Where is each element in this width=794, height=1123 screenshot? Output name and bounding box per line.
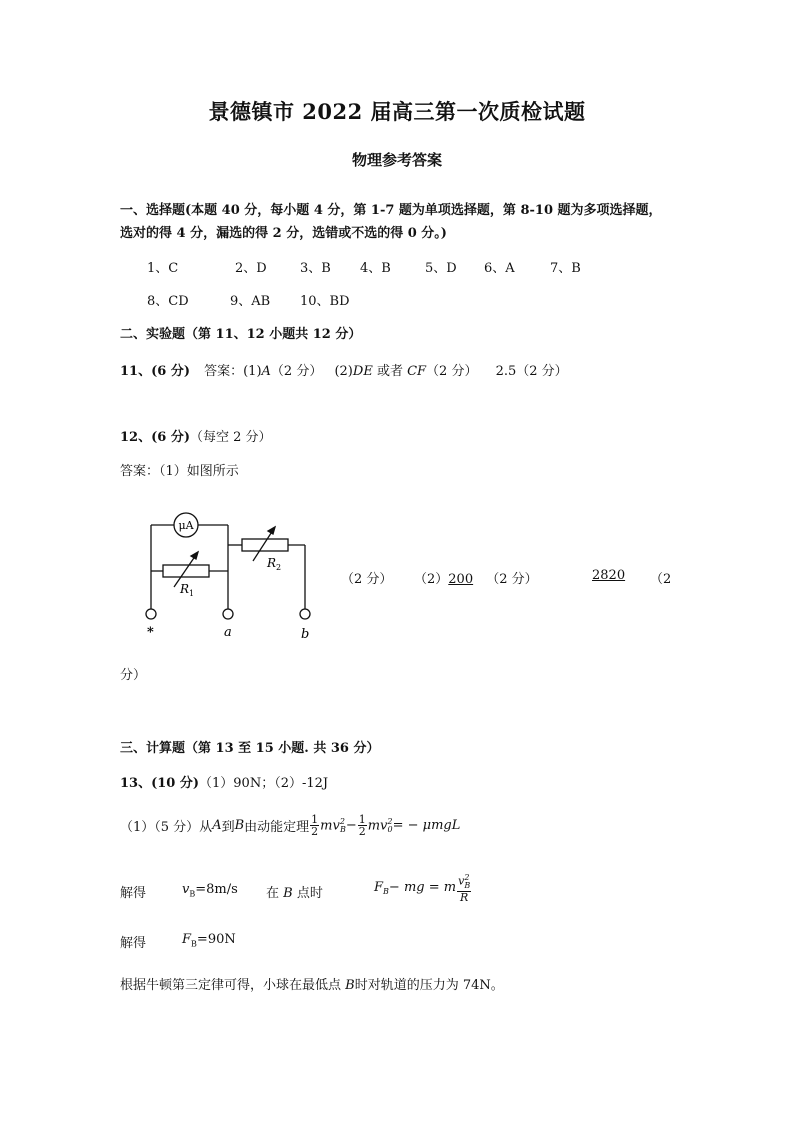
newton-third-law <box>120 974 504 993</box>
sub-b: B <box>339 825 346 835</box>
point-b: B <box>283 886 293 901</box>
to-text: 到 <box>221 820 235 835</box>
section1-heading-line2: 选对的得 4 分，漏选的得 2 分，选错或不选的得 0 分。) <box>120 226 447 241</box>
frac-denominator: 2 <box>358 825 366 838</box>
square: 2 <box>339 816 345 826</box>
resistor-r2-icon <box>242 539 288 551</box>
square: 2 <box>387 816 393 826</box>
answer-item: 7、B <box>550 261 581 276</box>
eq-newton2 <box>374 872 472 903</box>
sub-b: B <box>383 886 389 896</box>
sub-b: B <box>191 939 197 949</box>
answer-item: 9、AB <box>230 294 271 309</box>
frac-numerator <box>457 872 471 892</box>
q12-score-1: （2 分） <box>341 572 393 587</box>
v-symbol: v <box>182 882 190 897</box>
v-symbol: v <box>458 874 465 888</box>
term-mv0 <box>368 817 393 835</box>
q12-part2 <box>414 568 538 587</box>
newton-prefix: 根据牛顿第三定律可得，小球在最低点 <box>120 978 346 993</box>
ammeter-label: μA <box>178 519 194 532</box>
mv-text: mv <box>367 817 388 833</box>
q13-label: 13、(10 分) <box>120 776 200 791</box>
answer-item: 8、CD <box>147 294 189 309</box>
answer-item: 1、C <box>147 261 179 276</box>
mv-text: mv <box>320 817 340 833</box>
terminal-a-label: a <box>224 625 232 640</box>
eq2-middle: − mg = m <box>388 879 457 895</box>
at-b-suffix: 点时 <box>292 886 323 901</box>
f-symbol: F <box>182 932 192 947</box>
q12-score-3b: 分） <box>120 668 147 683</box>
r2-label: R <box>267 556 277 570</box>
terminal-star-icon <box>146 609 156 619</box>
q11-or: 或者 <box>372 364 408 379</box>
fraction-half <box>310 814 319 837</box>
q11-score-2: （2 分） <box>426 364 478 379</box>
frac-denominator: R <box>460 890 469 904</box>
fraction-v2-over-r <box>457 872 471 903</box>
q11-answer-2b: CF <box>407 364 427 379</box>
q12-score-3a: （2 <box>650 572 672 587</box>
q13-summary: （1）90N；（2）-12J <box>199 776 329 791</box>
answer-item: 10、BD <box>300 294 350 309</box>
resistor-r1-icon <box>163 565 209 577</box>
terminal-star-label: * <box>147 625 154 640</box>
q11-label: 11、(6 分) <box>120 364 190 379</box>
fb-result <box>182 932 236 949</box>
section1-heading-line1: 一、选择题(本题 40 分，每小题 4 分，第 1-7 题为单项选择题，第 8-10 题为多项选择题， <box>120 203 662 218</box>
eq-rhs: = − μmgL <box>392 818 461 833</box>
q11-answer-1: A <box>261 364 271 379</box>
q11-answer-3: 2.5（2 分） <box>495 364 568 379</box>
answer-item: 3、B <box>300 261 331 276</box>
frac-numerator: 1 <box>311 813 319 826</box>
frac-numerator: 1 <box>358 813 366 826</box>
q12-answer-2: 200 <box>448 572 474 587</box>
square: 2 <box>464 873 470 882</box>
r2-subscript: 2 <box>276 563 282 572</box>
sub-b: B <box>464 880 471 890</box>
q13-line <box>120 772 328 791</box>
term-mvb <box>320 817 346 835</box>
q12-score-2: （2 分） <box>486 572 538 587</box>
section2-heading: 二、实验题（第 11、12 小题共 12 分） <box>120 327 362 342</box>
q11-answer-prefix: 答案：(1) <box>204 364 262 379</box>
minus-sign: − <box>345 818 357 833</box>
q11-score-1: （2 分） <box>270 364 323 379</box>
point-a: A <box>212 818 222 833</box>
q12-answer-3 <box>574 568 639 583</box>
r1-subscript: 1 <box>189 589 195 598</box>
q11-answer-2a: DE <box>352 364 373 379</box>
point-b: B <box>345 978 355 993</box>
vb-result <box>182 882 238 899</box>
q12-part2-prefix: （2） <box>414 572 449 587</box>
solve-label-1: 解得 <box>120 886 147 901</box>
terminal-a-icon <box>223 609 233 619</box>
arrow-head-icon <box>268 527 275 534</box>
q13-step1 <box>120 814 460 837</box>
answer-item: 6、A <box>484 261 515 276</box>
q11-part2-prefix: (2) <box>334 364 353 379</box>
vb-value: =8m/s <box>195 882 238 897</box>
sub-b: B <box>189 889 196 899</box>
q11-line <box>120 360 568 379</box>
arrow-head-icon <box>191 552 198 559</box>
solve-label-2: 解得 <box>120 936 147 951</box>
at-b-prefix: 在 <box>266 886 284 901</box>
q12-note: （每空 2 分） <box>189 430 272 445</box>
newton-suffix: 时对轨道的压力为 74N。 <box>354 978 504 993</box>
r1-label: R <box>180 582 190 596</box>
f-symbol: F <box>374 879 384 895</box>
q13-step1-prefix: （1）（5 分）从 <box>120 820 213 835</box>
page-subtitle: 物理参考答案 <box>351 151 442 169</box>
terminal-b-label: b <box>301 627 310 642</box>
q12-label: 12、(6 分) <box>120 430 190 445</box>
q13-step1-suffix: 由动能定理 <box>244 820 310 835</box>
sub-0: 0 <box>387 825 393 835</box>
answer-item: 5、D <box>425 261 457 276</box>
section3-heading: 三、计算题（第 13 至 15 小题. 共 36 分） <box>120 741 380 756</box>
q12-answer-line: 答案：（1）如图所示 <box>120 464 239 479</box>
fb-value: =90N <box>196 932 236 947</box>
page-title: 景德镇市 2022 届高三第一次质检试题 <box>208 99 586 124</box>
at-point-b <box>266 882 323 901</box>
q12-answer-3-value: 2820 <box>592 568 626 583</box>
frac-denominator: 2 <box>311 825 319 838</box>
answer-item: 2、D <box>235 261 267 276</box>
fraction-half <box>358 814 367 837</box>
q12-line <box>120 426 272 445</box>
point-b: B <box>234 818 245 833</box>
circuit-diagram <box>130 505 330 650</box>
answer-item: 4、B <box>360 261 391 276</box>
terminal-b-icon <box>300 609 310 619</box>
